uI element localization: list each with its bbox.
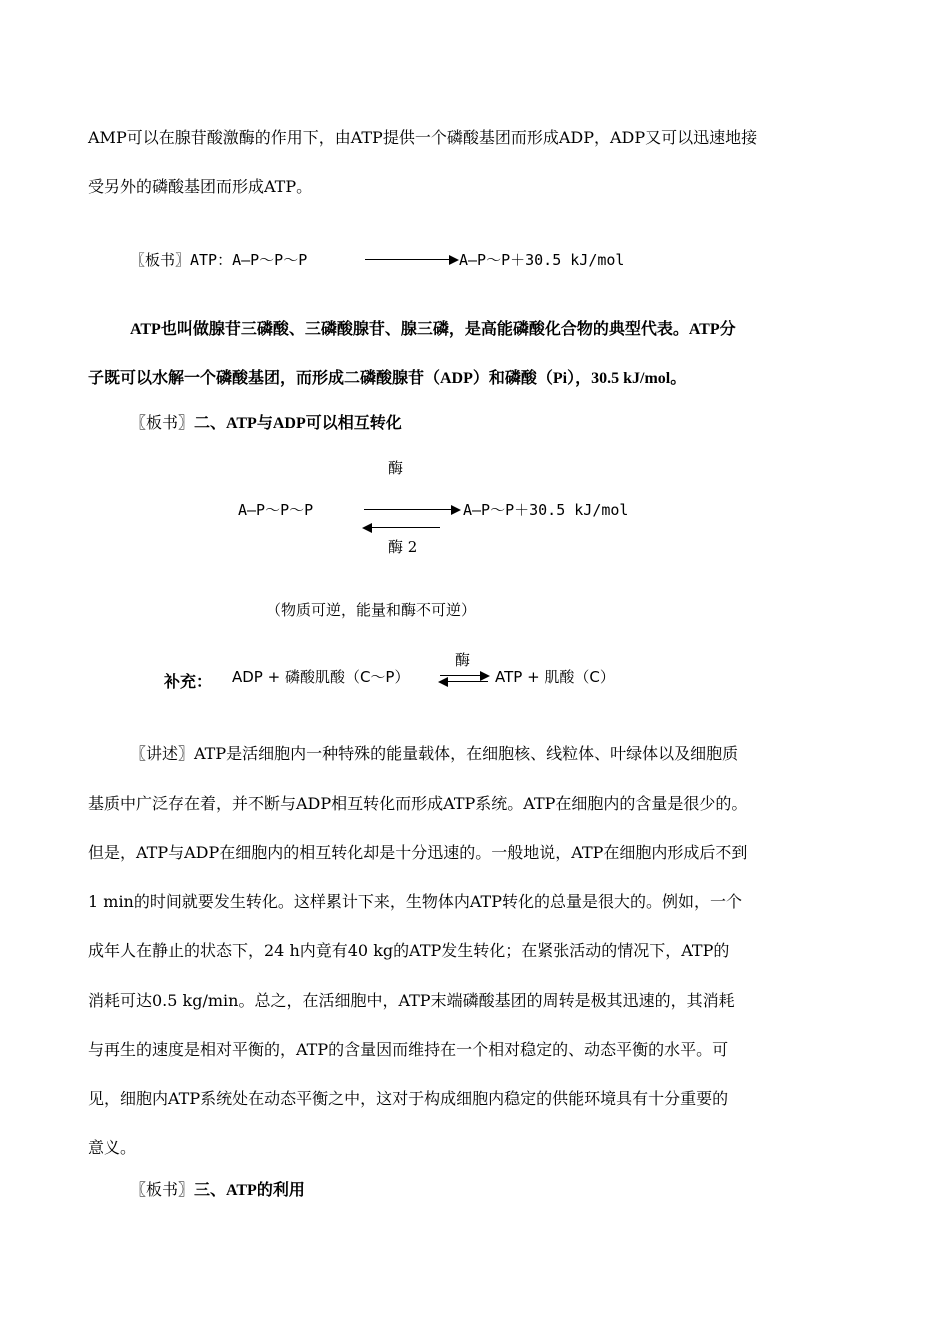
board-equation-left: 〖板书〗ATP：A—P～P～P: [130, 251, 308, 269]
reaction-arrow-icon: [365, 259, 457, 260]
supplement-reverse-arrow-icon: [440, 681, 488, 682]
reverse-arrow-icon: [364, 527, 440, 528]
supplement-enzyme: 酶: [455, 651, 471, 669]
supplement-left: ADP + 磷酸肌酸（C～P）: [232, 668, 410, 686]
bold-paragraph-line: 子既可以水解一个磷酸基团，而形成二磷酸腺苷（ADP）和磷酸（Pi），30.5 kJ/mol。: [88, 370, 687, 387]
board-prefix: 〖板书〗: [130, 1180, 195, 1199]
forward-arrow-icon: [364, 509, 459, 510]
narration-line: 成年人在静止的状态下，24 h内竟有40 kg的ATP发生转化；在紧张活动的情况下，ATP的: [88, 941, 730, 960]
section-title: 三、ATP的利用: [194, 1182, 305, 1199]
paragraph-line: AMP可以在腺苷酸激酶的作用下，由ATP提供一个磷酸基团而形成ADP，ADP又可以迅速地接: [88, 128, 758, 147]
board-prefix: 〖板书〗: [130, 413, 195, 432]
narration-line: 基质中广泛存在着，并不断与ADP相互转化而形成ATP系统。ATP在细胞内的含量是很少的。: [88, 794, 748, 813]
paragraph-line: 受另外的磷酸基团而形成ATP。: [88, 177, 313, 196]
narration-line: 但是，ATP与ADP在细胞内的相互转化却是十分迅速的。一般地说，ATP在细胞内形成后不到: [88, 843, 748, 862]
section-heading: [130, 1180, 305, 1201]
narration-line: 〖讲述〗ATP是活细胞内一种特殊的能量载体，在细胞核、线粒体、叶绿体以及细胞质: [130, 744, 739, 763]
section-heading: [130, 413, 402, 434]
narration-line: 见，细胞内ATP系统处在动态平衡之中，这对于构成细胞内稳定的供能环境具有十分重要的: [88, 1089, 729, 1108]
narration-line: 1 min的时间就要发生转化。这样累计下来，生物体内ATP转化的总量是很大的。例如，一个: [88, 892, 742, 911]
reaction-left: A—P～P～P: [238, 501, 314, 519]
narration-line: 与再生的速度是相对平衡的，ATP的含量因而维持在一个相对稳定的、动态平衡的水平。可: [88, 1040, 729, 1059]
section-title: 二、ATP与ADP可以相互转化: [194, 415, 402, 432]
bold-paragraph-line: ATP也叫做腺苷三磷酸、三磷酸腺苷、腺三磷，是高能磷酸化合物的典型代表。ATP分: [130, 321, 736, 338]
supplement-right: ATP + 肌酸（C）: [495, 668, 615, 686]
reaction-note: （物质可逆，能量和酶不可逆）: [266, 601, 477, 619]
enzyme-label-top: 酶: [388, 459, 404, 477]
supplement-label: 补充：: [164, 674, 213, 691]
reaction-right: A—P～P＋30.5 kJ/mol: [463, 501, 629, 519]
narration-line: 意义。: [88, 1138, 137, 1157]
narration-line: 消耗可达0.5 kg/min。总之，在活细胞中，ATP末端磷酸基团的周转是极其迅速的，其消耗: [88, 991, 735, 1010]
enzyme-label-bottom: 酶 2: [388, 538, 418, 556]
board-equation-right: A—P～P＋30.5 kJ/mol: [459, 251, 625, 269]
